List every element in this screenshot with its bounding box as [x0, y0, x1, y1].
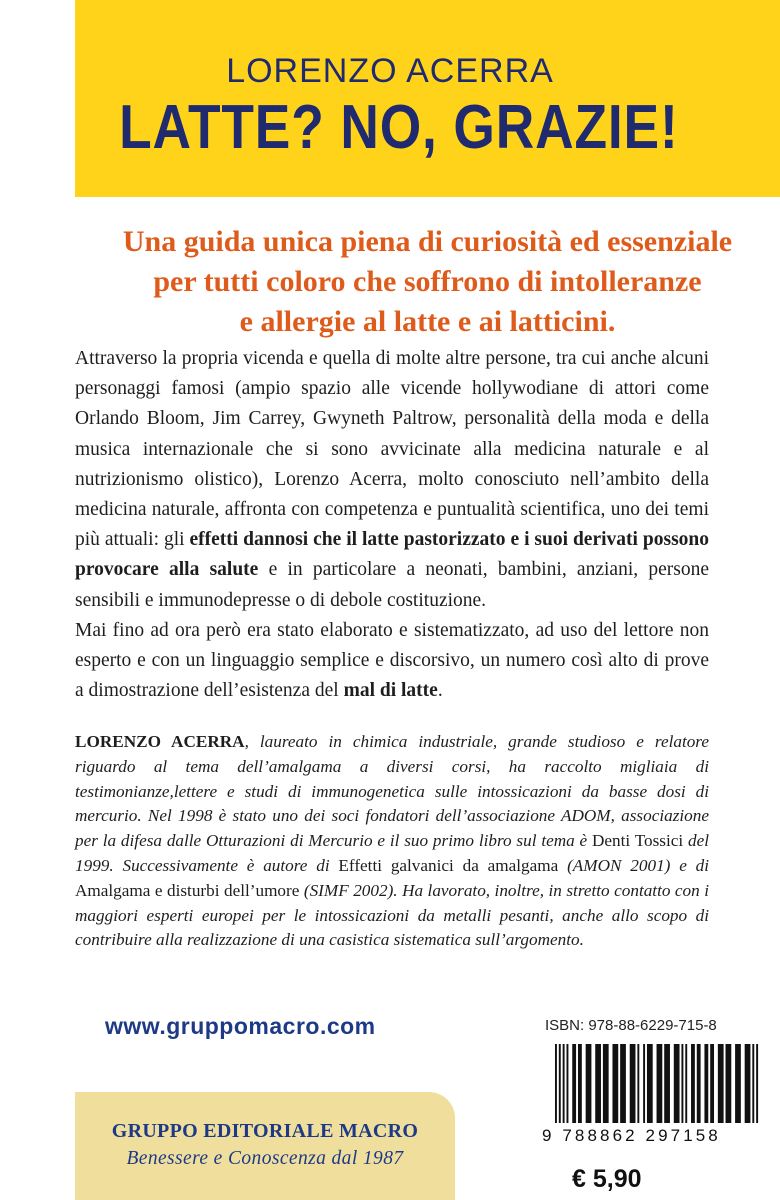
tagline-line: per tutti coloro che soffrono di intolleranze	[153, 265, 702, 298]
bio-text: del 1999. Successivamente è autore di	[75, 831, 709, 875]
bio-book-title: Denti Tossici	[592, 831, 684, 851]
description-paragraph	[75, 344, 709, 616]
barcode-bar	[726, 1044, 732, 1123]
publisher-box	[75, 1092, 455, 1200]
barcode-bar	[718, 1044, 724, 1123]
barcode-bar	[612, 1044, 618, 1123]
description-text: Mai fino ad ora però era stato elaborato e sistematizzato, ad uso del lettore non esperto e con un linguaggio semplice e discorsivo, un numero così alto di prove a dimostrazione dell’esistenza del	[75, 619, 709, 702]
description-text: e in particolare a neonati, bambini, anziani, persone sensibili e immunodepresse o di debole costituzione.	[75, 559, 709, 611]
tagline-line: Una guida unica piena di curiosità ed essenziale	[122, 225, 733, 258]
description-paragraph	[75, 616, 709, 707]
barcode-bar	[630, 1044, 636, 1123]
barcode-bar	[595, 1044, 601, 1123]
bio-book-title: Amalgama e disturbi dell’umore	[75, 880, 300, 900]
isbn-label: ISBN: 978-88-6229-715-8	[545, 1017, 717, 1034]
barcode-bar	[674, 1044, 680, 1123]
barcode-bar	[745, 1044, 751, 1123]
barcode-icon	[555, 1044, 760, 1123]
barcode-bar	[704, 1044, 708, 1123]
barcode-bar	[752, 1044, 754, 1123]
barcode-bar	[586, 1044, 592, 1123]
barcode-bar	[647, 1044, 653, 1123]
barcode-bar	[563, 1044, 565, 1123]
barcode-digits: 9 788862 297158	[542, 1126, 721, 1145]
description-text: Attraverso la propria vicenda e quella di molte altre persone, tra cui anche alcuni personaggi famosi (ampio spazio alle vicende hollywodiane di attori come Orlando Bloom, Jim Carrey, Gwyneth Paltrow, personalità della moda e della musica internazionale che si sono avvicinate alla medicina naturale e al nutrizionismo olistico), Lorenzo Acerra, molto conosciuto nell’ambito della medicina naturale, affronta con competenza e puntualità scientifica, uno dei temi più attuali: gli	[75, 348, 709, 551]
website-link[interactable]: www.gruppomacro.com	[105, 1013, 376, 1039]
author-bio	[75, 730, 709, 953]
barcode-bar	[578, 1044, 582, 1123]
barcode-bar	[572, 1044, 576, 1123]
description-highlight: mal di latte	[343, 680, 438, 702]
barcode-bar	[710, 1044, 714, 1123]
description-highlight: effetti dannosi che il latte pastorizzato e i suoi derivati possono provocare alla salute	[75, 529, 710, 581]
bio-text: (SIMF 2002). Ha lavorato, inoltre, in stretto contatto con i maggiori esperti europei per le intossicazioni da metalli pesanti, anche allo scopo di contribuire alla realizzazione di una casistica sistematica sull’argomento.	[75, 880, 709, 950]
barcode-bar	[691, 1044, 695, 1123]
barcode-bar	[735, 1044, 741, 1123]
publisher-name: GRUPPO EDITORIALE MACRO	[111, 1120, 419, 1142]
tagline	[75, 222, 780, 342]
barcode-bar	[603, 1044, 609, 1123]
book-title: LATTE? NO, GRAZIE!	[119, 93, 679, 162]
price-label: € 5,90	[572, 1165, 642, 1193]
description-text: .	[437, 680, 443, 702]
bio-name: LORENZO ACERRA	[75, 732, 245, 751]
bio-book-title: Effetti galvanici da amalgama	[338, 855, 559, 875]
barcode-bar	[756, 1044, 758, 1123]
barcode-bar	[559, 1044, 561, 1123]
description	[75, 344, 709, 706]
barcode-bar	[697, 1044, 701, 1123]
barcode-bar	[664, 1044, 670, 1123]
bio-text: , laureato in chimica industriale, grande studioso e relatore riguardo al tema dell’amalgama a diversi corsi, ha raccolto migliaia di testimonianze,lettere e studi di immunogenetica sulle intossicazioni da basse dosi di mercurio. Nel 1998 è stato uno dei soci fondatori dell’associazione ADOM, associazione per la difesa dalle Otturazioni di Mercurio e il suo primo libro sul tema è	[75, 732, 709, 851]
barcode-bar	[637, 1044, 639, 1123]
barcode-bar	[657, 1044, 663, 1123]
author-name: LORENZO ACERRA	[226, 52, 554, 90]
barcode-bar	[643, 1044, 645, 1123]
bio-text: (AMON 2001) e di	[558, 855, 709, 875]
publisher-tagline: Benessere e Conoscenza dal 1987	[126, 1148, 404, 1169]
barcode-bar	[555, 1044, 557, 1123]
tagline-line: e allergie al latte e ai latticini.	[239, 305, 616, 338]
barcode-bar	[681, 1044, 683, 1123]
barcode-bar	[685, 1044, 687, 1123]
barcode-bar	[566, 1044, 568, 1123]
barcode-bar	[620, 1044, 626, 1123]
